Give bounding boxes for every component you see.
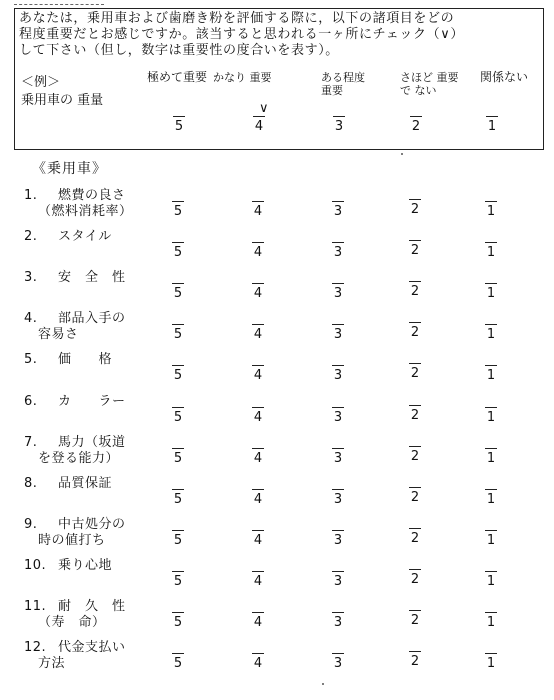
score-option-3[interactable]: 3 (331, 451, 345, 466)
score-option-1[interactable]: 1 (484, 574, 498, 589)
example-score-3[interactable]: 3 (332, 119, 346, 134)
item-label (24, 270, 126, 286)
score-option-1[interactable]: 1 (484, 533, 498, 548)
score-option-5[interactable]: 5 (171, 368, 185, 383)
score-option-2[interactable]: 2 (408, 613, 422, 628)
score-option-3[interactable]: 3 (331, 574, 345, 589)
example-score-2[interactable]: 2 (409, 119, 423, 134)
item-number: 10. (24, 557, 47, 573)
score-option-4[interactable]: 4 (251, 368, 265, 383)
score-option-5[interactable]: 5 (171, 574, 185, 589)
score-option-1[interactable]: 1 (484, 656, 498, 671)
item-text: 品質保証 (58, 475, 113, 491)
score-option-4[interactable]: 4 (251, 286, 265, 301)
score-option-4[interactable]: 4 (251, 410, 265, 425)
instruction-line: して下さい（但し，数字は重要性の度合いを表す）。 (19, 43, 339, 58)
item-label (24, 640, 126, 672)
score-option-2[interactable]: 2 (408, 449, 422, 464)
item-number: 7. (24, 434, 38, 450)
item-label (24, 394, 126, 410)
scale-header-1: 極めて重要 (147, 70, 208, 84)
score-option-4[interactable]: 4 (251, 245, 265, 260)
score-option-5[interactable]: 5 (171, 286, 185, 301)
score-option-1[interactable]: 1 (484, 451, 498, 466)
item-text: 中古処分の (58, 516, 126, 532)
item-label (24, 517, 126, 549)
item-text: 価 格 (58, 352, 113, 368)
example-item-label: 乗用車の 重量 (21, 93, 104, 108)
score-option-5[interactable]: 5 (171, 410, 185, 425)
score-option-3[interactable]: 3 (331, 368, 345, 383)
score-option-2[interactable]: 2 (408, 202, 422, 217)
item-number: 2. (24, 229, 38, 245)
item-text: カ ラー (58, 393, 126, 409)
score-option-5[interactable]: 5 (171, 533, 185, 548)
example-score-4[interactable]: 4 (252, 119, 266, 134)
item-text: スタイル (58, 229, 112, 245)
item-text: 安 全 性 (58, 270, 126, 286)
score-option-4[interactable]: 4 (251, 656, 265, 671)
top-scan-mark (14, 0, 104, 5)
score-option-1[interactable]: 1 (484, 204, 498, 219)
score-option-4[interactable]: 4 (251, 492, 265, 507)
score-option-4[interactable]: 4 (251, 615, 265, 630)
score-option-2[interactable]: 2 (408, 654, 422, 669)
item-text: 乗り心地 (58, 557, 113, 573)
score-option-3[interactable]: 3 (331, 410, 345, 425)
example-score-1[interactable]: 1 (485, 119, 499, 134)
item-label (24, 311, 126, 343)
score-option-3[interactable]: 3 (331, 615, 345, 630)
score-option-2[interactable]: 2 (408, 284, 422, 299)
score-option-5[interactable]: 5 (171, 615, 185, 630)
score-option-5[interactable]: 5 (171, 492, 185, 507)
score-option-1[interactable]: 1 (484, 245, 498, 260)
score-option-4[interactable]: 4 (251, 204, 265, 219)
score-option-1[interactable]: 1 (484, 327, 498, 342)
example-score-5[interactable]: 5 (172, 119, 186, 134)
item-subtext: （燃料消耗率） (38, 204, 133, 219)
item-number: 6. (24, 393, 38, 409)
scale-header-3: ある程度 重要 (321, 71, 365, 97)
item-label (24, 188, 133, 220)
scan-speck (401, 153, 403, 155)
score-option-2[interactable]: 2 (408, 366, 422, 381)
scale-header-4: さほど 重要 で ない (400, 71, 459, 97)
score-option-4[interactable]: 4 (251, 574, 265, 589)
instruction-text (19, 11, 464, 59)
score-option-2[interactable]: 2 (408, 531, 422, 546)
score-option-3[interactable]: 3 (331, 327, 345, 342)
score-option-3[interactable]: 3 (331, 204, 345, 219)
item-number: 4. (24, 311, 38, 327)
score-option-4[interactable]: 4 (251, 533, 265, 548)
example-title: ＜例＞ (21, 75, 61, 90)
item-number: 3. (24, 270, 38, 286)
item-subtext: 時の値打ち (38, 532, 106, 548)
item-text: 馬力（坂道 (58, 434, 126, 450)
score-option-5[interactable]: 5 (171, 327, 185, 342)
item-subtext: （寿 命） (38, 615, 106, 630)
score-option-1[interactable]: 1 (484, 368, 498, 383)
score-option-4[interactable]: 4 (251, 451, 265, 466)
item-subtext: 方法 (38, 656, 66, 672)
score-option-2[interactable]: 2 (408, 408, 422, 423)
score-option-1[interactable]: 1 (484, 410, 498, 425)
score-option-2[interactable]: 2 (408, 572, 422, 587)
score-option-1[interactable]: 1 (484, 615, 498, 630)
scale-header-5: 関係ない (480, 70, 529, 84)
score-option-2[interactable]: 2 (408, 325, 422, 340)
score-option-5[interactable]: 5 (171, 656, 185, 671)
item-label (24, 476, 112, 492)
score-option-5[interactable]: 5 (171, 245, 185, 260)
item-label (24, 352, 112, 368)
item-number: 12. (24, 640, 47, 656)
item-number: 11. (24, 599, 47, 614)
example-check-mark: ∨ (259, 101, 269, 116)
score-option-5[interactable]: 5 (171, 204, 185, 219)
instruction-box (14, 8, 544, 150)
item-number: 1. (24, 188, 38, 203)
item-label (24, 558, 112, 574)
item-subtext: を登る能力） (38, 450, 120, 466)
item-label (24, 599, 126, 631)
item-text: 燃費の良さ (58, 188, 126, 203)
score-option-2[interactable]: 2 (408, 490, 422, 505)
score-option-1[interactable]: 1 (484, 286, 498, 301)
item-number: 5. (24, 352, 38, 368)
score-option-3[interactable]: 3 (331, 286, 345, 301)
score-option-5[interactable]: 5 (171, 451, 185, 466)
section-title: 《乗用車》 (32, 161, 107, 177)
item-subtext: 容易さ (38, 327, 79, 343)
instruction-line: あなたは，乗用車および歯磨き粉を評価する際に，以下の諸項目をどの (19, 11, 455, 26)
scale-header-2: かなり 重要 (213, 71, 272, 84)
score-option-4[interactable]: 4 (251, 327, 265, 342)
item-text: 代金支払い (58, 640, 126, 656)
score-option-3[interactable]: 3 (331, 533, 345, 548)
instruction-line: 程度重要だとお感じですか。該当すると思われる一ヶ所にチェック（∨） (19, 27, 464, 42)
item-number: 8. (24, 475, 38, 491)
item-label (24, 435, 126, 467)
item-number: 9. (24, 516, 38, 532)
item-text: 耐 久 性 (58, 599, 126, 614)
score-option-3[interactable]: 3 (331, 245, 345, 260)
score-option-3[interactable]: 3 (331, 492, 345, 507)
item-text: 部品入手の (58, 311, 126, 327)
item-label (24, 229, 112, 245)
scan-speck (322, 683, 324, 685)
score-option-2[interactable]: 2 (408, 243, 422, 258)
score-option-1[interactable]: 1 (484, 492, 498, 507)
score-option-3[interactable]: 3 (331, 656, 345, 671)
